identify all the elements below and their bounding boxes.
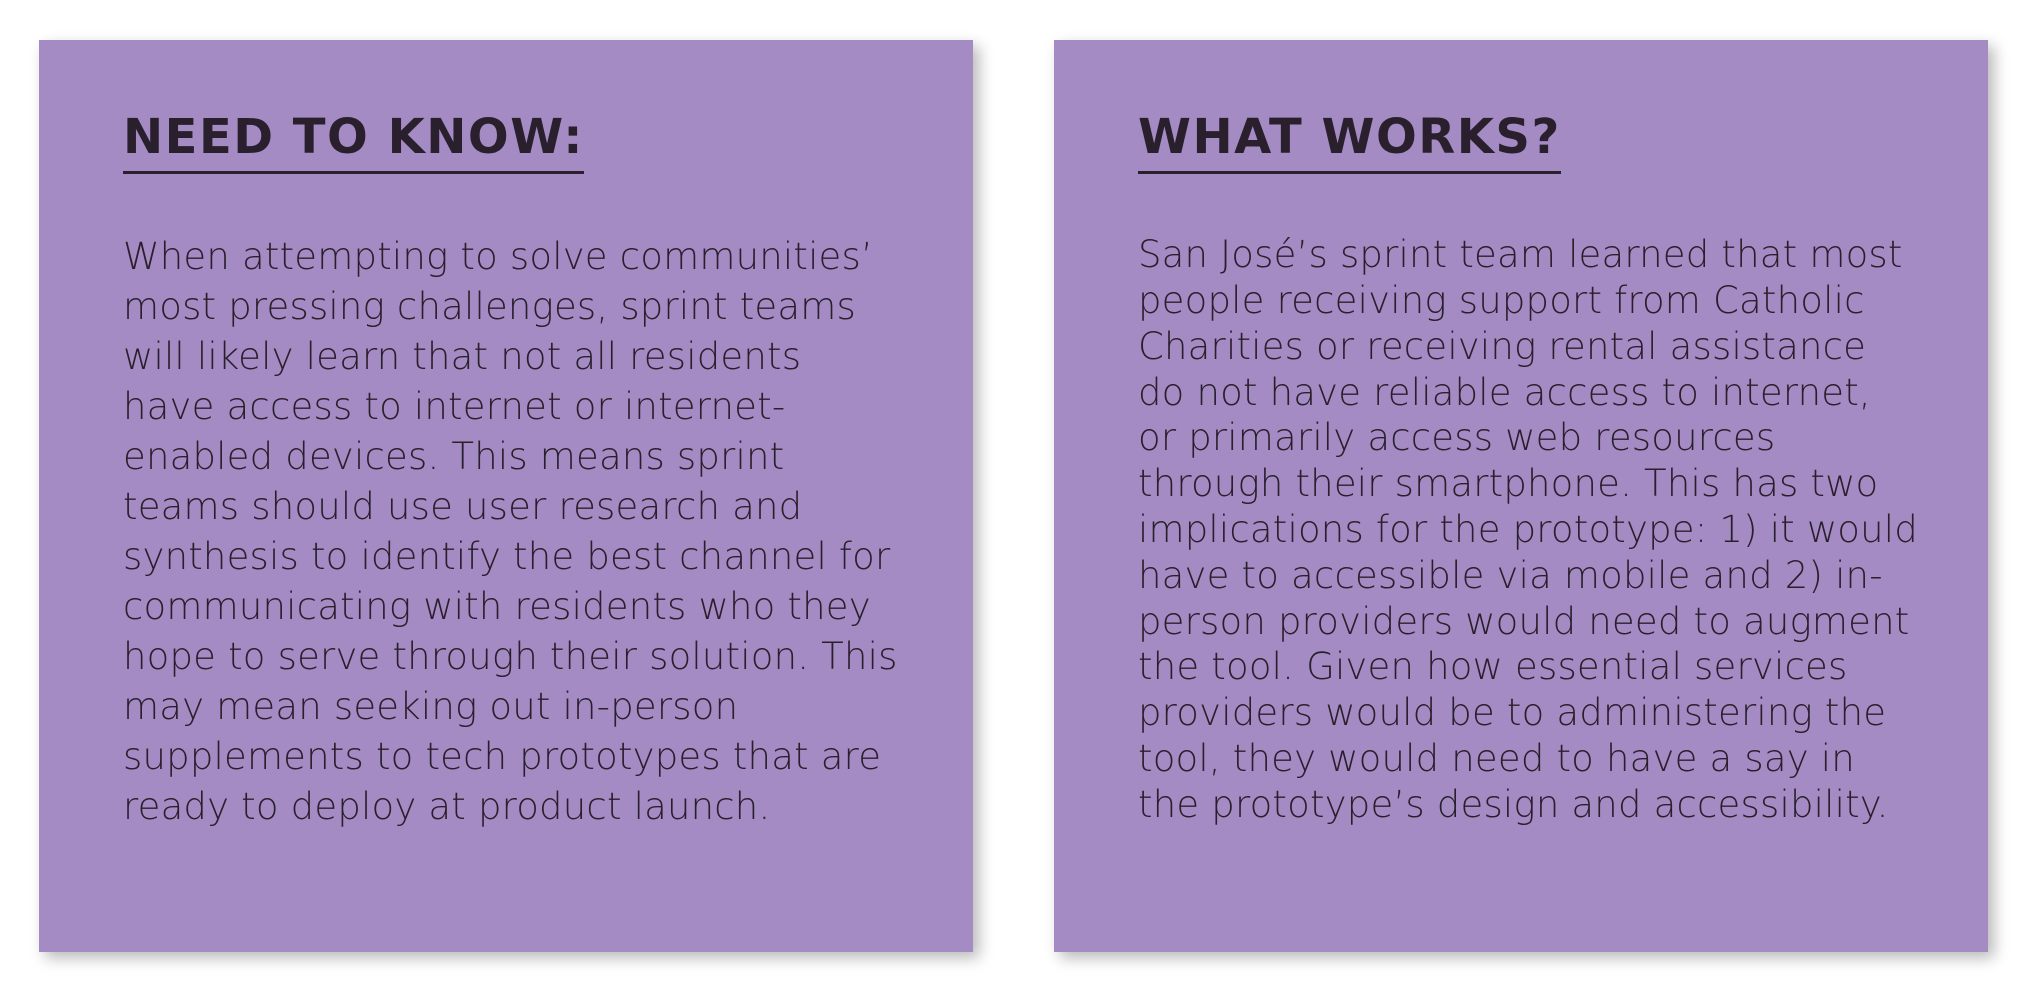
what-works-text: San José’s sprint team learned that most people receiving support from Catholic Charities or receiving rental assistance do not have reliable access to internet, or primarily access web resources through their smartphone. This has two implications for the prototype: 1) it would have to accessible via mobile and 2) in-person providers would need to augment the tool. Given how essential services providers would be to administering the tool, they would need to have a say in the prototype’s design and accessibility.	[1138, 233, 1918, 826]
need-to-know-text: When attempting to solve communities’ most pressing challenges, sprint teams will likely learn that not all residents have access to internet or internet-enabled devices. This means sprint teams should use user research and synthesis to identify the best channel for communicating with residents who they hope to serve through their solution. This may mean seeking out in-person supplements to tech prototypes that are ready to deploy at product launch.	[123, 235, 898, 829]
need-to-know-card	[39, 40, 973, 952]
what-works-heading: WHAT WORKS?	[1138, 110, 1561, 174]
need-to-know-heading: NEED TO KNOW:	[123, 110, 584, 174]
what-works-card	[1054, 40, 1988, 952]
